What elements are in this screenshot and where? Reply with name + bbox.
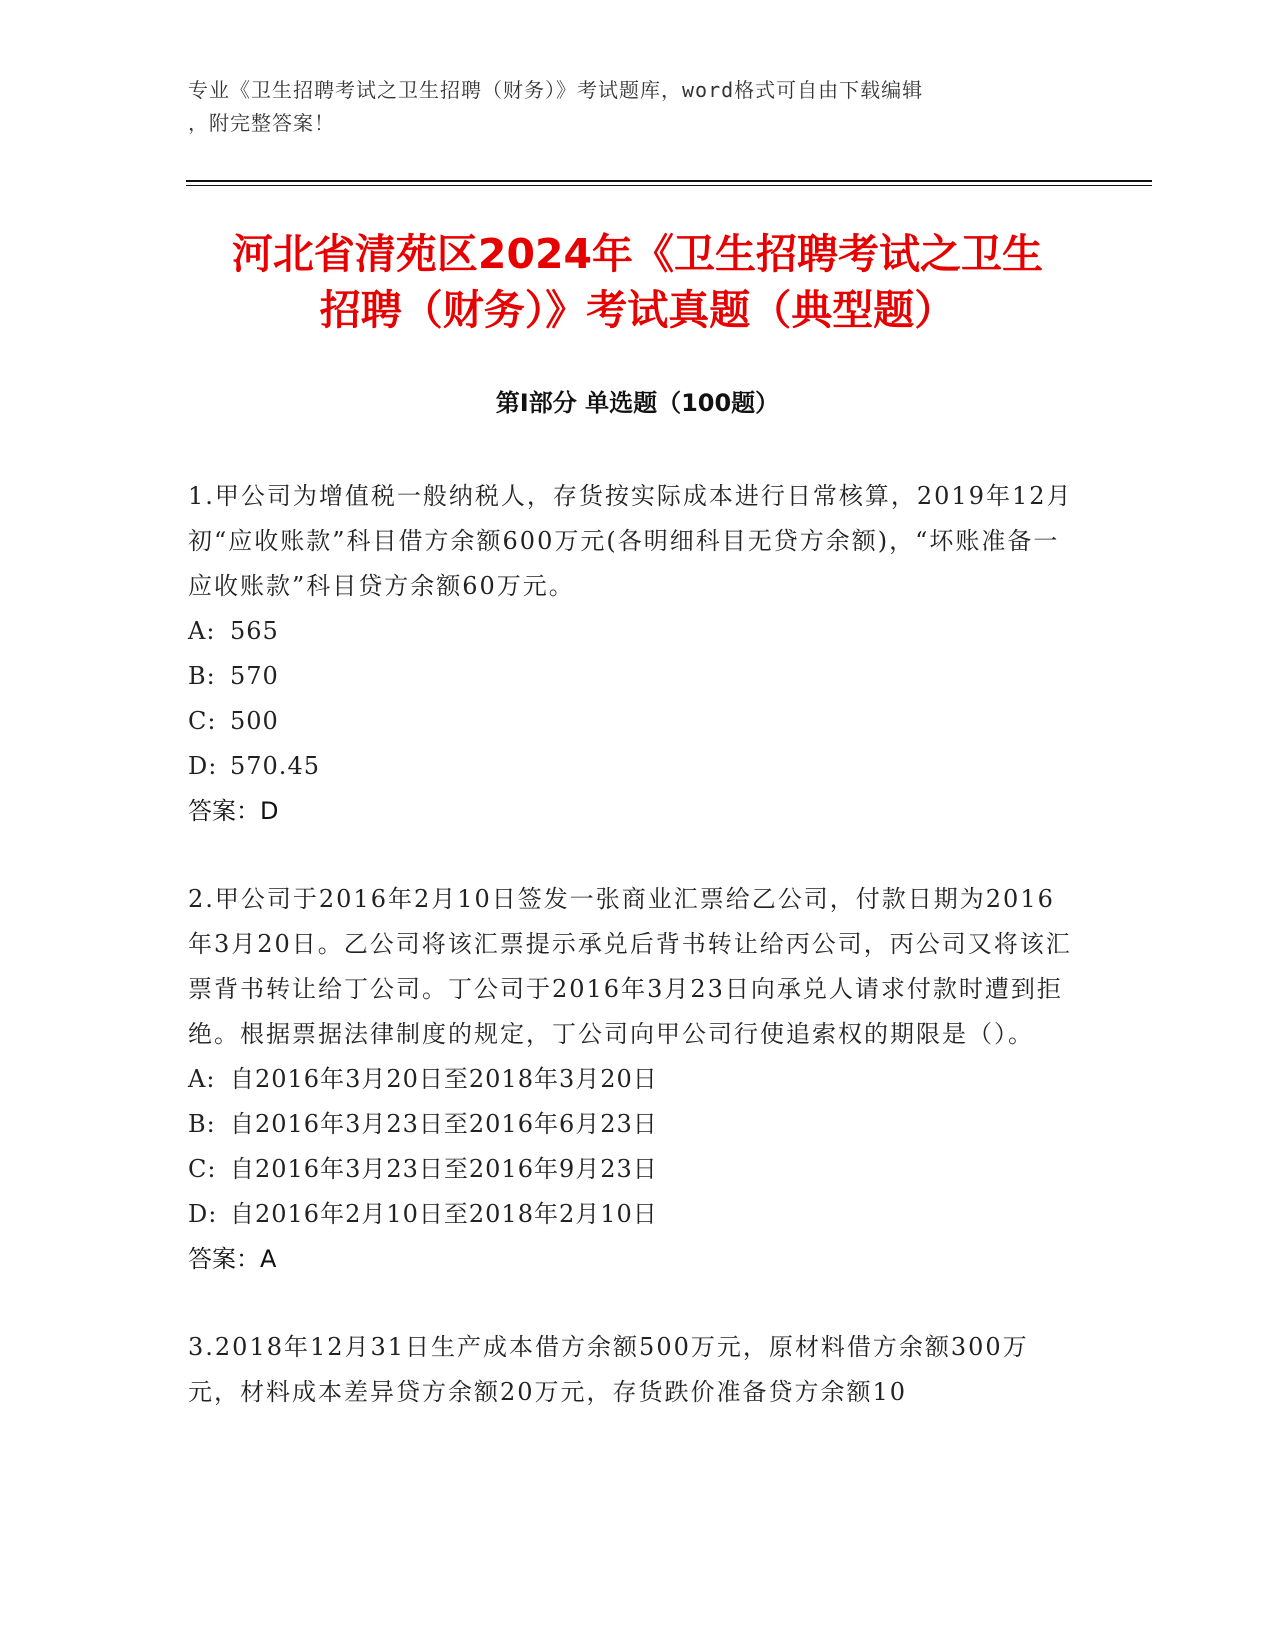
option-text: 570 <box>230 662 279 690</box>
header-note-line-2: ，附完整答案！ <box>188 111 335 135</box>
option-text: 570.45 <box>230 752 320 780</box>
answer-label: 答案：D <box>188 797 279 825</box>
option-letter: C: <box>188 1155 217 1183</box>
option-letter: D: <box>188 1200 218 1228</box>
document-title-line-2: 招聘（财务）》考试真题（典型题） <box>319 286 956 334</box>
option-text: 自2016年3月20日至2018年3月20日 <box>230 1065 658 1093</box>
question-1 <box>188 474 1078 834</box>
option-text: 565 <box>230 617 279 645</box>
option-text: 自2016年2月10日至2018年2月10日 <box>230 1200 658 1228</box>
option-c <box>188 1147 1078 1192</box>
option-c <box>188 699 1078 744</box>
header-note <box>188 74 1068 140</box>
option-text: 自2016年3月23日至2016年6月23日 <box>230 1110 658 1138</box>
option-d <box>188 1192 1078 1237</box>
option-b <box>188 1102 1078 1147</box>
document-title <box>180 226 1095 338</box>
document-title-line-1: 河北省清苑区2024年《卫生招聘考试之卫生 <box>231 230 1044 278</box>
header-divider-thin <box>186 185 1152 186</box>
header-divider-thick <box>186 180 1152 182</box>
option-letter: A: <box>188 1065 216 1093</box>
section-heading: 第Ⅰ部分 单选题（100题） <box>495 389 780 417</box>
header-note-line-1: 专业《卫生招聘考试之卫生招聘（财务）》考试题库，word格式可自由下载编辑 <box>188 78 924 102</box>
option-text: 500 <box>230 707 279 735</box>
option-text: 自2016年3月23日至2016年9月23日 <box>230 1155 658 1183</box>
question-stem: 1.甲公司为增值税一般纳税人，存货按实际成本进行日常核算，2019年12月初“应收账款”科目借方余额600万元(各明细科目无贷方余额)，“坏账准备一应收账款”科目贷方余额60万元。 <box>188 482 1073 600</box>
option-a <box>188 1057 1078 1102</box>
option-letter: A: <box>188 617 216 645</box>
answer-label: 答案：A <box>188 1245 277 1273</box>
option-letter: B: <box>188 662 216 690</box>
option-a <box>188 609 1078 654</box>
question-stem: 3.2018年12月31日生产成本借方余额500万元，原材料借方余额300万元，材料成本差异贷方余额20万元，存货跌价准备贷方余额10 <box>188 1333 1029 1406</box>
question-stem: 2.甲公司于2016年2月10日签发一张商业汇票给乙公司，付款日期为2016年3月20日。乙公司将该汇票提示承兑后背书转让给丙公司，丙公司又将该汇票背书转让给丁公司。丁公司于2016年3月23日向承兑人请求付款时遭到拒绝。根据票据法律制度的规定，丁公司向甲公司行使追索权的期限是（）。 <box>188 885 1072 1048</box>
question-2 <box>188 877 1078 1282</box>
question-list <box>188 474 1078 1458</box>
question-3 <box>188 1325 1078 1415</box>
option-b <box>188 654 1078 699</box>
option-d <box>188 744 1078 789</box>
option-letter: D: <box>188 752 218 780</box>
option-letter: C: <box>188 707 217 735</box>
option-letter: B: <box>188 1110 216 1138</box>
